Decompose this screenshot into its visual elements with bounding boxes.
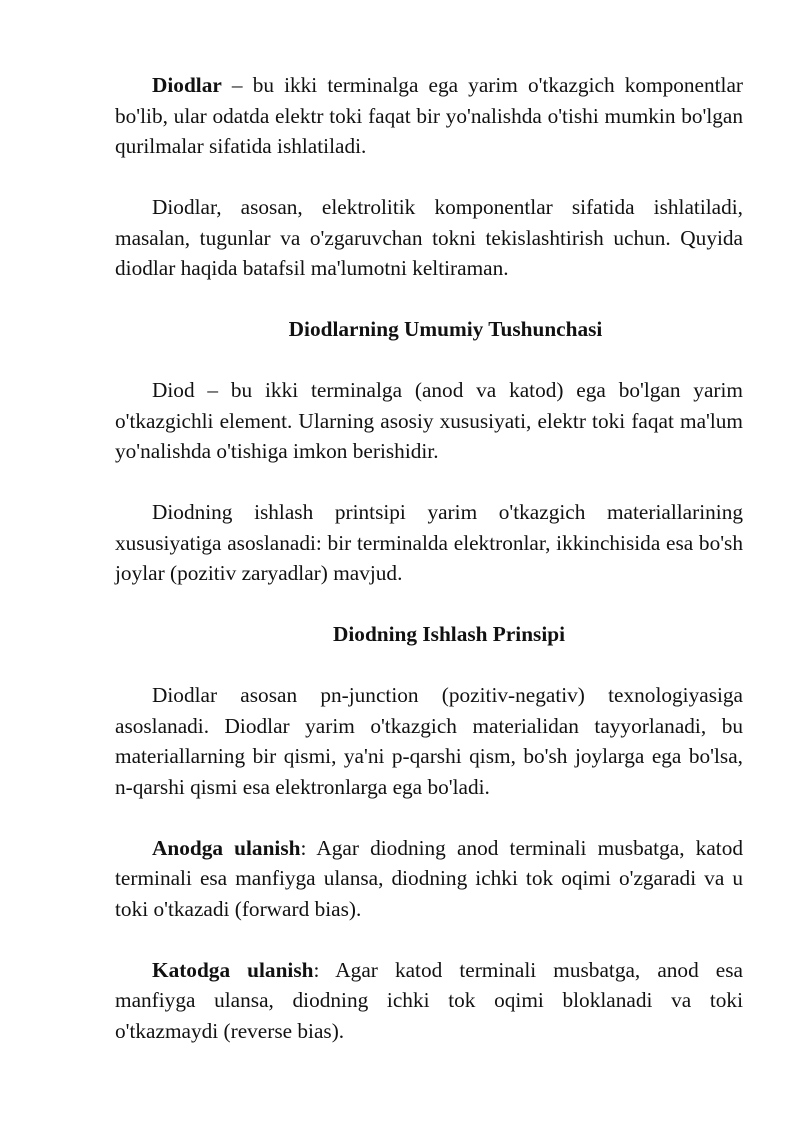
paragraph-ishlash-printsipi: Diodning ishlash printsipi yarim o'tkazgich materiallarining xususiyatiga asoslanadi: bir terminalda elektronlar, ikkinchisida esa bo'sh joylar (pozitiv zaryadlar) mavjud. <box>115 500 743 585</box>
paragraph-pn-junction: Diodlar asosan pn-junction (pozitiv-negativ) texnologiyasiga asoslanadi. Diodlar yarim o'tkazgich materialidan tayyorlanadi, bu materiallarning bir qismi, ya'ni p-qarshi qism, bo'sh joylarga ega bo'lsa, n-qarshi qismi esa elektronlarga ega bo'ladi. <box>115 683 743 799</box>
paragraph-text: – bu ikki terminalga ega yarim o'tkazgich komponentlar bo'lib, ular odatda elektr toki faqat bir yo'nalishda o'tishi mumkin bo'lgan qurilmalar sifatida ishlatiladi. <box>115 73 743 158</box>
term-katodga-ulanish: Katodga ulanish <box>152 957 314 982</box>
term-anodga-ulanish: Anodga ulanish <box>152 835 301 860</box>
paragraph-katodga-ulanish <box>115 955 743 1047</box>
section-heading-ishlash-prinsipi: Diodning Ishlash Prinsipi <box>333 622 565 646</box>
paragraph-diod-definition: Diod – bu ikki terminalga (anod va katod) ega bo'lgan yarim o'tkazgichli element. Ularning asosiy xususiyati, elektr toki faqat ma'lum yo'nalishda o'tishiga imkon berishidir. <box>115 378 743 463</box>
paragraph-diodlar-usage: Diodlar, asosan, elektrolitik komponentlar sifatida ishlatiladi, masalan, tugunlar va o'zgaruvchan tokni tekislashtirish uchun. Quyida diodlar haqida batafsil ma'lumotni keltiraman. <box>115 195 743 280</box>
paragraph-text: : Agar diodning anod terminali musbatga, katod terminali esa manfiyga ulansa, diodning ichki tok oqimi o'zgaradi va u toki o'tkazadi (forward bias). <box>115 835 743 921</box>
paragraph-text: : Agar katod terminali musbatga, anod esa manfiyga ulansa, diodning ichki tok oqimi bloklanadi va toki o'tkazmaydi (reverse bias). <box>115 957 743 1043</box>
paragraph-diodlar-definition <box>115 70 743 162</box>
term-diodlar: Diodlar <box>152 73 222 97</box>
paragraph-anodga-ulanish <box>115 833 743 925</box>
document-page <box>115 70 743 1077</box>
section-heading-umumiy-tushuncha: Diodlarning Umumiy Tushunchasi <box>288 317 603 341</box>
